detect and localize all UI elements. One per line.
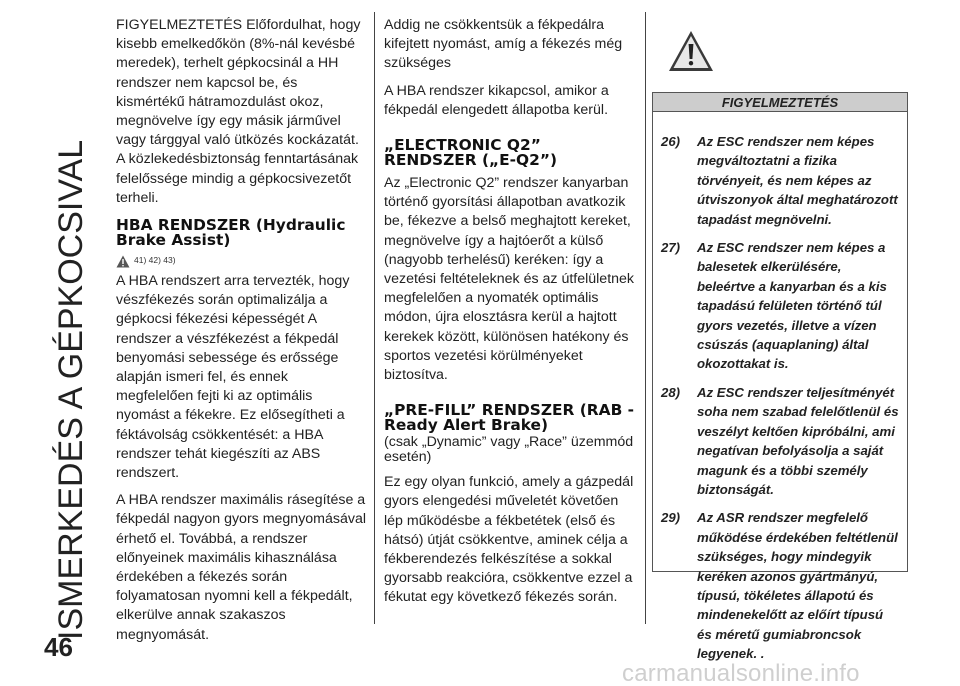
watermark: carmanualsonline.info [622,660,860,686]
warning-item-number: 27) [661,240,681,256]
warning-item [661,238,899,374]
warning-triangle-icon [668,30,714,72]
warning-triangle-icon [116,255,130,268]
warning-box [652,112,908,662]
warning-references [116,254,368,268]
column-divider [645,12,646,624]
warning-item-text: Az ESC rendszer nem képes a balesetek elkerülésére, beleértve a kanyarban és a kis tapadású felületen történő túl gyors vezetés, illetve a vízen csúszás (aquaplaning) által okozottakat is. [697,240,887,372]
warning-paragraph: FIGYELMEZTETÉS Előfordulhat, hogy kisebb emelkedőkön (8%-nál kevésbé meredek), terhelt gépkocsinál a HH rendszer nem kapcsol be, és kismértékű hátramozdulást okoz, megnövelve így egy másik járművel vagy tárggyal való ütközés kockázatát. A közlekedésbiztonság fenntartásának felelőssége mindig a gépkocsivezetőt terheli. [116,17,361,206]
hba-paragraph: A HBA rendszer maximális rásegítése a fékpedál nagyon gyors megnyomásával érhető el. Továbbá, a rendszer előnyeinek maximális kihasználása érdekében a fékezés során folyamatosan nyomni kell a fékpedált, elkerülve annak szakaszos megnyomását. [116,492,367,643]
prefill-paragraph: Ez egy olyan funkció, amely a gázpedál gyors elengedési műveletét követően lép működésbe a fékbetétek (első és hátsó) útját csökkentve, aminek célja a fékberendezés felkészítése a sokkal gyorsabb reakcióra, csökkentve ezzel a fékutat egy következő fékezés során. [384,474,634,606]
hba-heading: HBA RENDSZER (Hydraulic Brake Assist) [116,216,346,250]
hba-paragraph: Addig ne csökkentsük a fékpedálra kifejtett nyomást, amíg a fékezés még szükséges [384,17,623,72]
side-section-title-text: ISMERKEDÉS A GÉPKOCSIVAL [52,139,90,640]
warning-panel [652,30,908,662]
warning-item [661,508,899,663]
eq2-paragraph: Az „Electronic Q2” rendszer kanyarban történő gyorsítási állapotban avatkozik be, fékezve a belső meghajtott kereket, megnövelve így a hajtóerőt a külső (nagyobb terhelésű) keréken: így a vezetési feltételeknek és az útfelületnek megfelelően a nyomaték optimális módon, újra elosztásra kerül a hajtott kerekek között, különösen hatékony és sportos vezetési körülményeket biztosítva. [384,175,635,384]
warning-header: FIGYELMEZTETÉS [652,92,908,112]
hba-paragraph: A HBA rendszer kikapcsol, amikor a fékpedál elengedett állapotba kerül. [384,82,609,118]
warning-item [661,383,899,499]
side-section-title [46,20,96,640]
hba-paragraph: A HBA rendszert arra tervezték, hogy vészfékezés során optimalizálja a gépkocsi fékezési képességét A rendszer a vészfékezést a fékpedál benyomási sebessége és erőssége alapján ismeri fel, és ennek megfelelően fejti ki az optimális nyomást a fékekre. Ez elősegítheti a féktávolság csökkentését: a HBA rendszer tehát kiegészíti az ABS rendszert. [116,273,350,482]
warning-item-number: 26) [661,134,681,149]
text-column-2 [384,16,638,616]
prefill-subtitle: (csak „Dynamic” vagy „Race” üzemmód esetén) [384,434,634,466]
warning-item-text: Az ESC rendszer teljesítményét soha nem szabad felelőtlenül és veszélyt keltően kipróbálni, ami negatívan befolyásolja a saját magunk és a többi személy biztonságát. [697,384,899,497]
column-divider [374,12,375,624]
warning-item-text: Az ESC rendszer nem képes megváltoztatni a fizika törvényeit, és nem képes az útviszonyok által meghatározott tapadást megnövelni. [697,134,898,227]
text-column-1 [116,16,368,653]
page-number: 46 [44,632,73,662]
warning-item-number: 28) [661,384,681,400]
reference-numbers: 41) 42) 43) [134,255,176,266]
prefill-heading: „PRE-FILL” RENDSZER (RAB - Ready Alert Brake) [384,401,635,435]
warning-item-number: 29) [661,510,681,526]
warning-item-text: Az ASR rendszer megfelelő működése érdekében feltétlenül szükséges, hogy mindegyik keréken azonos gyártmányú, típusú, tökéletes állapotú és mindenekelőtt az előírt típusú és méretű gumiabroncsok legyenek. . [697,510,898,662]
warning-item [661,132,899,229]
eq2-heading: „ELECTRONIC Q2” RENDSZER („E-Q2”) [384,136,557,170]
